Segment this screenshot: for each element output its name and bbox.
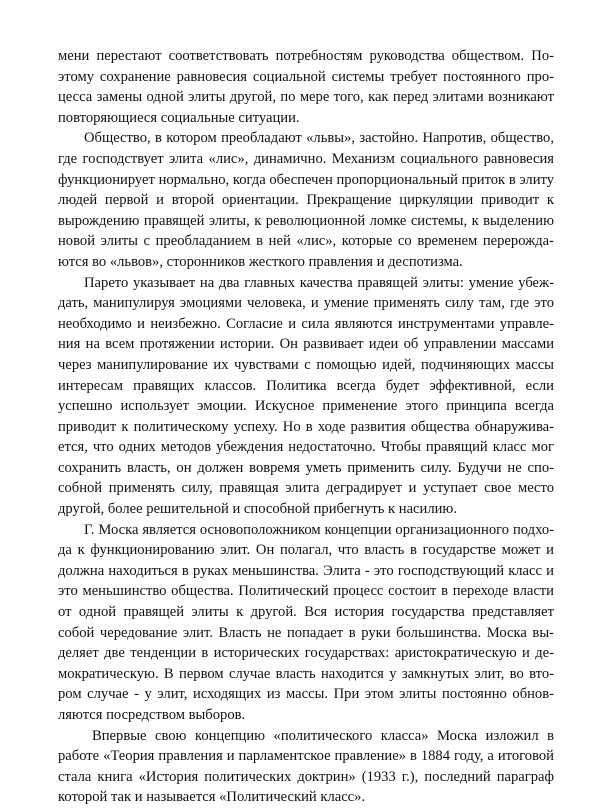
paragraph-political-class: Впервые свою концепцию «политического класса» Моска изложил в работе «Теория правления и парламентское правление» в 1884 году, а итоговой стала книга «История политических доктрин» (1933 г.), последний параграф которой так и называется «Политический класс». [58,727,554,806]
paragraph-lions-foxes: Общество, в котором преобладают «львы», застойно. Напротив, общество, где господствует элита «лис», динамично. Механизм социального равновесия функционирует нормально, когда обеспечен пропорциональный приток в элиту людей первой и второй ориентации. Прекращение циркуляции приводит к вырождению правящей элиты, к революционной ломке системы, к выделению новой элиты с преобладанием в ней «лис», которые со временем перерождаются во «львов», сторонников жесткого правления и деспотизма. [58,130,554,270]
paragraph-mosca-concept: Г. Моска является основоположником концепции организационного подхода к функционированию элит. Он полагал, что власть в государстве может и должна находиться в руках меньшинства. Элита - это господствующий класс и это меньшинство общества. Политический процесс состоит в переходе власти от одной правящей элиты к другой. Вся история государства представляет собой чередование элит. Власть не попадает в руки большинства. Моска выделяет две тенденции в исторических государствах: аристократическую и демократическую. В первом случае власть находится у замкнутых элит, во втором случае - у элит, исходящих из массы. При этом элиты постоянно обновляются посредством выборов. [58,521,554,723]
paragraph-pareto-qualities: Парето указывает на два главных качества правящей элиты: умение убеждать, манипулируя эмоциями человека, и умение применять силу там, где это необходимо и неизбежно. Согласие и сила являются инструментами управления на всем протяжении истории. Он развивает идеи об управлении массами через манипулирование их чувствами с помощью идей, подчиняющих массы интересам правящих классов. Политика всегда будет эффективной, если успешно использует эмоции. Искусное применение этого принципа всегда приводит к политическому успеху. Но в ходе развития общества обнаруживается, что одних методов убеждения недостаточно. Чтобы правящий класс мог сохранить власть, он должен вовремя уметь применить силу. Будучи не способной применять силу, правящая элита деградирует и уступает свое место другой, более решительной и способной прибегнуть к насилию. [58,274,554,518]
paragraph-continuation: мени перестают соответствовать потребностям руководства обществом. Поэтому сохранение равновесия социальной системы требует постоянного процесса замены одной элиты другой, по мере того, как перед элитами возникают повторяющиеся социальные ситуации. [58,48,554,126]
